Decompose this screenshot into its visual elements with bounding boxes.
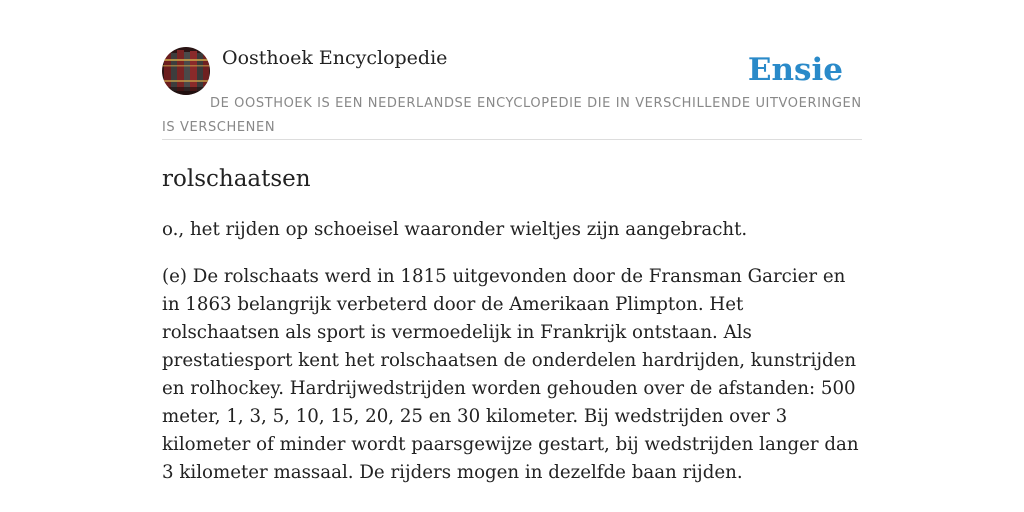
source-name[interactable]: Oosthoek Encyclopedie <box>222 47 448 69</box>
brand-logo[interactable]: Ensie <box>747 52 843 88</box>
entry-body <box>162 216 862 506</box>
source-description: DE OOSTHOEK IS EEN NEDERLANDSE ENCYCLOPEDIE DIE IN VERSCHILLENDE UITVOERINGEN IS VERSCHENEN <box>162 96 862 135</box>
entry-definition: o., het rijden op schoeisel waaronder wieltjes zijn aangebracht. <box>162 219 748 240</box>
book-spines-icon[interactable] <box>162 47 210 95</box>
entry-headword: rolschaatsen <box>162 166 311 192</box>
entry-description: (e) De rolschaats werd in 1815 uitgevonden door de Fransman Garcier en in 1863 belangrijk verbeterd door de Amerikaan Plimpton. Het rolschaatsen als sport is vermoedelijk in Frankrijk ontstaan. Als prestatiesport kent het rolschaatsen de onderdelen hardrijden, kunstrijden en rolhockey. Hardrijwedstrijden worden gehouden over de afstanden: 500 meter, 1, 3, 5, 10, 15, 20, 25 en 30 kilometer. Bij wedstrijden over 3 kilometer of minder wordt paarsgewijze gestart, bij wedstrijden langer dan 3 kilometer massaal. De rijders mogen in dezelfde baan rijden. <box>162 266 859 483</box>
header-divider <box>162 139 862 140</box>
